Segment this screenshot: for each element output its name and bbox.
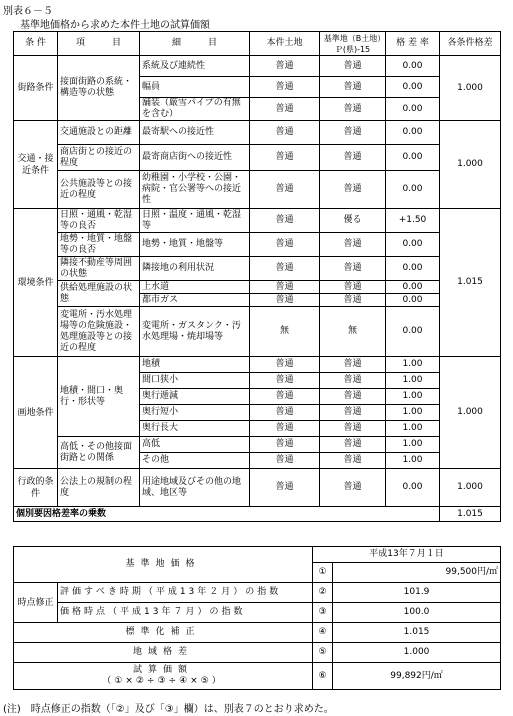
col-diff: 格 差 率 [386,32,440,56]
subject-cell: 普通 [250,357,320,373]
diff-cell: 1.00 [386,389,440,405]
col-detail: 細 目 [140,32,250,56]
subject-cell: 普通 [250,257,320,281]
diff-cell: 1.00 [386,437,440,453]
base-cell: 普通 [320,56,386,77]
table-row [14,233,501,257]
page-title: 基準地価格から求めた本件土地の試算価額 [20,20,210,31]
condition-label: 環境条件 [14,209,58,357]
product-label: 個別要因格差率の乗数 [14,507,440,522]
item-label: 接面街路の系統・構造等の状態 [58,56,140,121]
time-adjust-label: 時点修正 [14,583,58,623]
diff-cell: 0.00 [386,98,440,121]
trial-formula: （①×②÷③÷④×⑤） [102,676,224,686]
row-number: ② [313,583,333,603]
base-cell: 普通 [320,171,386,209]
detail-cell: 変電所・ガスタンク・汚水処理場・焼却場等 [140,307,250,357]
base-cell: 普通 [320,233,386,257]
table-row [14,56,501,77]
detail-cell: 隣接地の利用状況 [140,257,250,281]
subject-cell: 普通 [250,405,320,421]
base-cell: 普通 [320,469,386,507]
detail-cell: 都市ガス [140,294,250,307]
table-row [14,145,501,171]
subject-cell: 普通 [250,77,320,98]
diff-cell: 1.00 [386,373,440,389]
diff-cell: 0.00 [386,469,440,507]
price-date: 平成13年７月１日 [313,547,501,563]
diff-cell: 0.00 [386,56,440,77]
col-base: 基準地（B土地）Ｐ(県)-15 [320,32,386,56]
table-row [14,257,501,281]
calc-header-row [14,547,501,563]
col-item: 項 目 [58,32,140,56]
subject-cell: 普通 [250,453,320,469]
subject-cell: 普通 [250,171,320,209]
table-row [14,121,501,145]
base-price-label: 基準地価格 [14,547,313,583]
detail-cell: 高低 [140,437,250,453]
detail-cell: 地勢・地質・地盤等 [140,233,250,257]
detail-cell: 最寄商店街への接近性 [140,145,250,171]
condition-label: 行政的条件 [14,469,58,507]
detail-cell: 奥行短小 [140,405,250,421]
diff-cell: 1.00 [386,421,440,437]
item-label: 地積・間口・奥行・形状等 [58,357,140,437]
diff-cell: 0.00 [386,307,440,357]
row-number: ③ [313,603,333,623]
base-cell: 優る [320,209,386,233]
base-cell: 普通 [320,373,386,389]
detail-cell: 上水道 [140,281,250,294]
item-label: 高低・その他接面街路との関係 [58,437,140,469]
detail-cell: 奥行逓減 [140,389,250,405]
subject-cell: 普通 [250,389,320,405]
base-cell: 無 [320,307,386,357]
subject-cell: 普通 [250,437,320,453]
subject-cell: 普通 [250,209,320,233]
detail-cell: 最寄駅への接近性 [140,121,250,145]
table-row [14,209,501,233]
time-row-label: 価格時点（平成13年７月）の指数 [58,603,313,623]
detail-cell: 奥行長大 [140,421,250,437]
diff-cell: 0.00 [386,257,440,281]
diff-cell: 0.00 [386,281,440,294]
table-row [14,357,501,373]
table-header-row [14,32,501,56]
item-label: 公法上の規制の程度 [58,469,140,507]
trial-price-label [14,663,313,690]
col-subject: 本件土地 [250,32,320,56]
col-total: 各条件格差 [440,32,501,56]
subject-cell: 普通 [250,373,320,389]
subject-cell: 普通 [250,56,320,77]
condition-total: 1.000 [440,56,501,121]
base-cell: 普通 [320,281,386,294]
std-correction-label: 標準化補正 [14,623,313,643]
subject-cell: 普通 [250,98,320,121]
detail-cell: 地積 [140,357,250,373]
diff-cell: 0.00 [386,171,440,209]
area-diff-label: 地域格差 [14,643,313,663]
base-cell: 普通 [320,421,386,437]
row-number: ⑥ [313,663,333,690]
condition-label: 交通・接近条件 [14,121,58,209]
table-row [14,603,501,623]
subject-cell: 普通 [250,121,320,145]
product-row [14,507,501,522]
diff-cell: 0.00 [386,121,440,145]
condition-total: 1.000 [440,121,501,209]
condition-label: 画地条件 [14,357,58,469]
base-cell: 普通 [320,145,386,171]
base-cell: 普通 [320,389,386,405]
item-label: 交通施設との距離 [58,121,140,145]
area-diff-value: 1.000 [333,643,501,663]
base-cell: 普通 [320,121,386,145]
diff-cell: 0.00 [386,294,440,307]
diff-cell: 1.00 [386,453,440,469]
col-condition: 条 件 [14,32,58,56]
detail-cell: 幼稚園・小学校・公園・病院・官公署等への接近性 [140,171,250,209]
detail-cell: その他 [140,453,250,469]
base-cell: 普通 [320,437,386,453]
table-row [14,643,501,663]
base-cell: 普通 [320,357,386,373]
table-id: 別表６－５ [3,6,53,17]
diff-cell: 1.00 [386,357,440,373]
condition-total: 1.000 [440,357,501,469]
std-correction-value: 1.015 [333,623,501,643]
row-number: ④ [313,623,333,643]
diff-cell: +1.50 [386,209,440,233]
item-label: 公共施設等との接近の程度 [58,171,140,209]
base-price-value: 99,500円/㎡ [333,563,501,583]
base-cell: 普通 [320,98,386,121]
diff-cell: 0.00 [386,77,440,98]
base-cell: 普通 [320,453,386,469]
base-cell: 普通 [320,294,386,307]
subject-cell: 普通 [250,294,320,307]
table-row [14,583,501,603]
product-value: 1.015 [440,507,501,522]
table-row [14,171,501,209]
diff-cell: 0.00 [386,233,440,257]
item-label: 供給処理施設の状態 [58,281,140,307]
price-calc-table [13,546,501,690]
item-label: 隣接不動産等周囲の状態 [58,257,140,281]
trial-price-value: 99,892円/㎡ [333,663,501,690]
condition-total: 1.015 [440,209,501,357]
footnote: (注) 時点修正の指数（「②」及び「③」欄）は、別表７のとおり求めた。 [3,704,334,715]
subject-cell: 普通 [250,281,320,294]
item-label: 商店街との接近の程度 [58,145,140,171]
subject-cell: 普通 [250,145,320,171]
trial-price-title: 試算価額 [133,665,194,675]
subject-cell: 普通 [250,421,320,437]
table-row [14,307,501,357]
table-row [14,663,501,690]
detail-cell: 系統及び連続性 [140,56,250,77]
detail-cell: 幅員 [140,77,250,98]
base-cell: 普通 [320,405,386,421]
comparison-table [13,31,501,522]
table-row [14,437,501,453]
table-row [14,623,501,643]
detail-cell: 日照・温度・通風・乾湿等 [140,209,250,233]
time-row-value: 101.9 [333,583,501,603]
subject-cell: 普通 [250,233,320,257]
diff-cell: 1.00 [386,405,440,421]
condition-label: 街路条件 [14,56,58,121]
item-label: 日照・通風・乾湿等の良否 [58,209,140,233]
detail-cell: 舗装（厳雪パイプの有無を含む） [140,98,250,121]
table-row [14,469,501,507]
base-cell: 普通 [320,257,386,281]
diff-cell: 0.00 [386,145,440,171]
time-row-value: 100.0 [333,603,501,623]
item-label: 変電所・汚水処理場等の危険施設・処理施設等との接近の程度 [58,307,140,357]
time-row-label: 評価すべき時期（平成13年２月）の指数 [58,583,313,603]
subject-cell: 無 [250,307,320,357]
base-cell: 普通 [320,77,386,98]
subject-cell: 普通 [250,469,320,507]
detail-cell: 用途地域及びその他の地域、地区等 [140,469,250,507]
row-number: ⑤ [313,643,333,663]
item-label: 地勢・地質・地盤等の良否 [58,233,140,257]
condition-total: 1.000 [440,469,501,507]
detail-cell: 間口狭小 [140,373,250,389]
row-number: ① [313,563,333,583]
table-row [14,281,501,294]
